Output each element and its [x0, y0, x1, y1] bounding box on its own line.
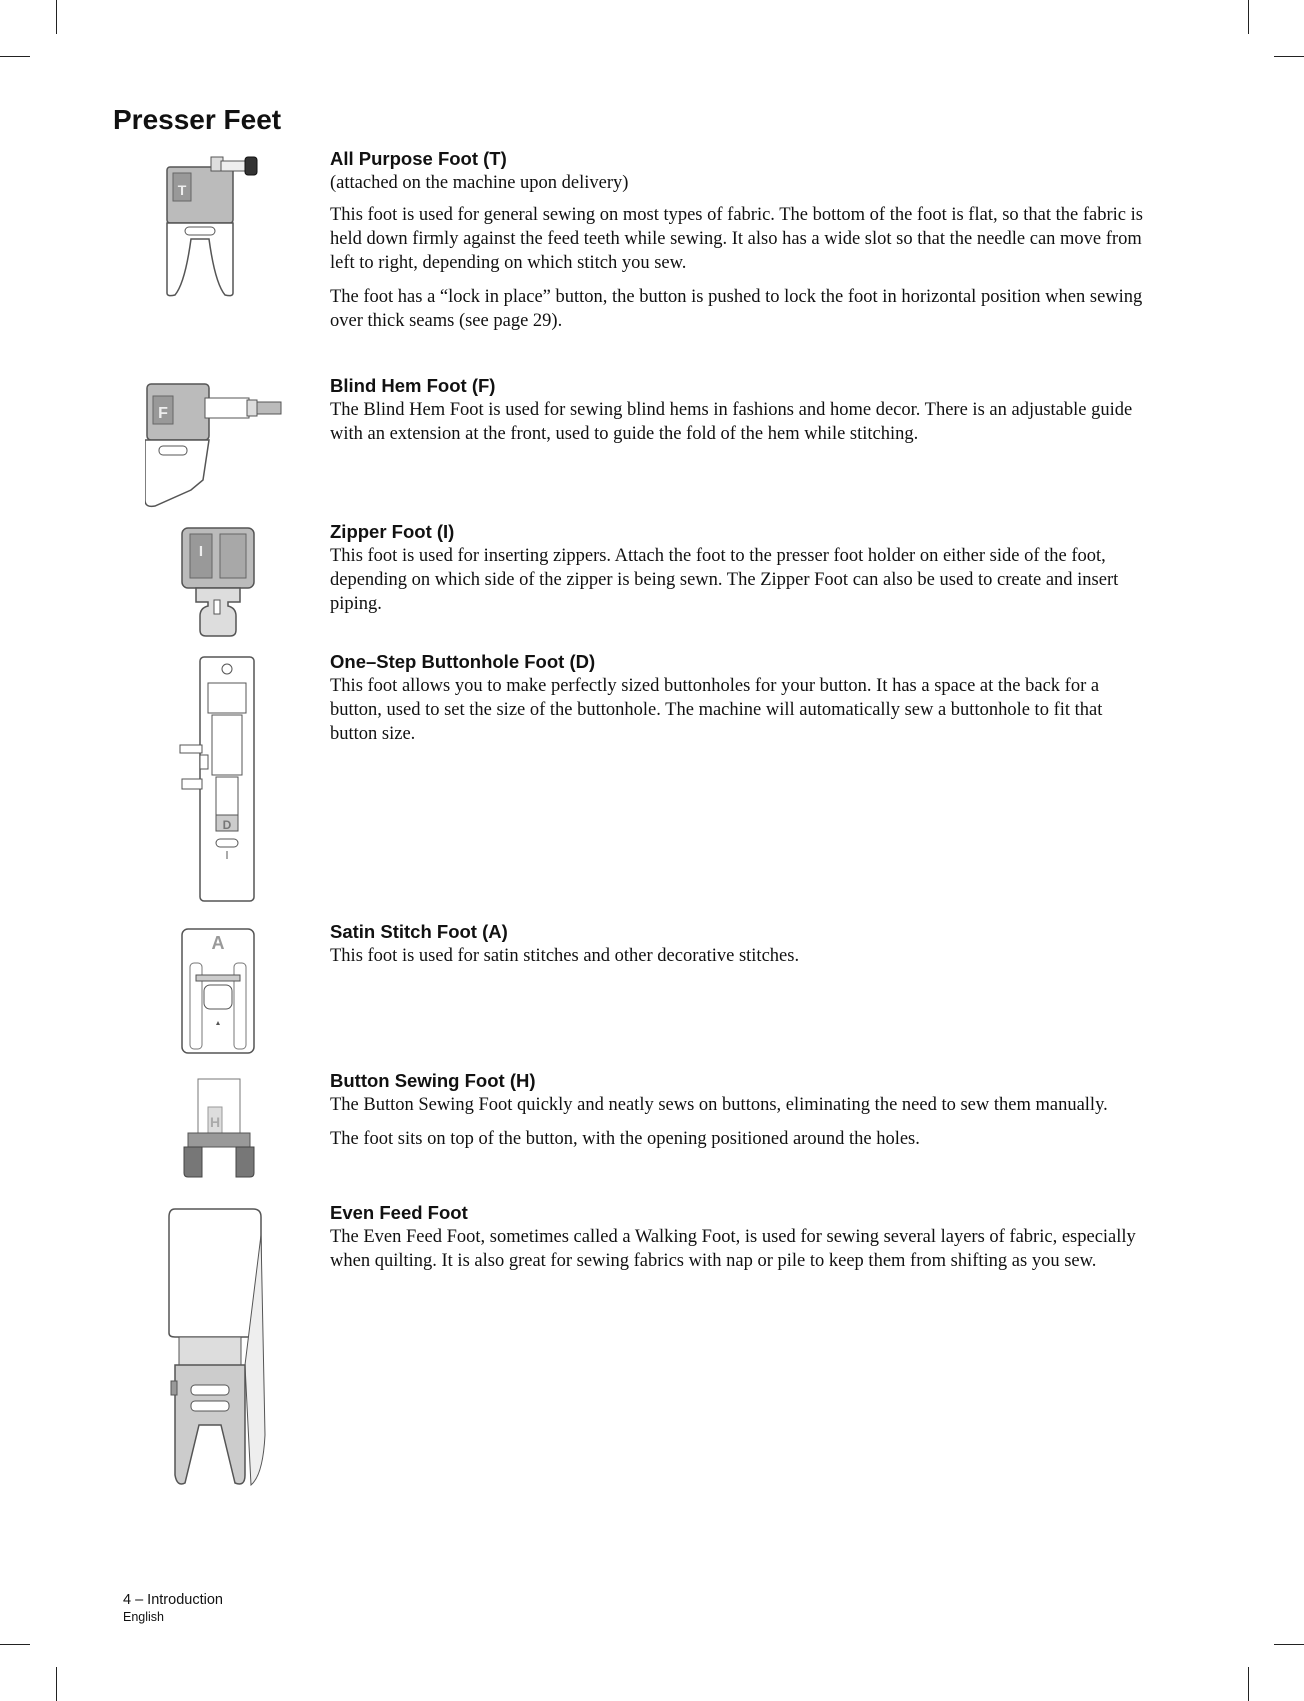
crop-mark	[0, 56, 30, 57]
section-paragraph: The Button Sewing Foot quickly and neatly sews on buttons, eliminating the need to sew them manually.	[330, 1095, 1108, 1115]
section-heading: Satin Stitch Foot (A)	[330, 921, 508, 942]
section-heading: Button Sewing Foot (H)	[330, 1070, 536, 1091]
section-heading: One–Step Buttonhole Foot (D)	[330, 651, 596, 672]
section-button-sewing-foot	[330, 1069, 1152, 1161]
page-title: Presser Feet	[113, 104, 282, 135]
crop-mark	[0, 1644, 30, 1645]
crop-mark	[1274, 1644, 1304, 1645]
foot-letter-t: T	[177, 182, 187, 198]
section-satin-stitch-foot	[330, 920, 1152, 978]
section-heading: Even Feed Foot	[330, 1202, 468, 1223]
section-heading: Zipper Foot (I)	[330, 521, 455, 542]
button-sewing-foot-illustration	[182, 1077, 256, 1179]
section-even-feed-foot	[330, 1201, 1152, 1283]
crop-mark	[56, 0, 57, 34]
all-purpose-foot-illustration	[165, 155, 271, 299]
crop-mark	[1248, 0, 1249, 34]
section-paragraph: This foot is used for general sewing on most types of fabric. The bottom of the foot is flat, so that the fabric is held down firmly against the feed teeth while sewing. It also has a wide slot so that the needle can move from left to right, depending on which stitch you sew.	[330, 205, 1143, 273]
foot-letter-f: F	[158, 405, 168, 422]
footer-language: English	[123, 1610, 164, 1624]
section-all-purpose-foot	[330, 147, 1152, 343]
page-footer	[123, 1591, 223, 1625]
crop-mark	[56, 1667, 57, 1701]
section-paragraph: This foot allows you to make perfectly sized buttonholes for your button. It has a space at the back for a button, used to set the size of the buttonhole. The machine will automatically sew a buttonhole to fit that button size.	[330, 676, 1103, 744]
zipper-foot-illustration	[180, 526, 256, 638]
section-paragraph: This foot is used for inserting zippers. Attach the foot to the presser foot holder on either side of the foot, depending on which side of the zipper is being sewn. The Zipper Foot can also be used to create and insert piping.	[330, 546, 1119, 614]
foot-letter-h: H	[209, 1114, 221, 1130]
section-heading: Blind Hem Foot (F)	[330, 375, 496, 396]
section-zipper-foot	[330, 520, 1152, 626]
section-paragraph: The Blind Hem Foot is used for sewing blind hems in fashions and home decor. There is an adjustable guide with an extension at the front, used to guide the fold of the hem while stitching.	[330, 400, 1133, 444]
crop-mark	[1248, 1667, 1249, 1701]
crop-mark	[1274, 56, 1304, 57]
foot-letter-a: A	[211, 933, 225, 953]
section-paragraph: The foot sits on top of the button, with the opening positioned around the holes.	[330, 1129, 920, 1149]
section-blind-hem-foot	[330, 374, 1152, 456]
section-paragraph: The foot has a “lock in place” button, the button is pushed to lock the foot in horizontal position when sewing over thick seams (see page 29).	[330, 287, 1143, 331]
section-buttonhole-foot	[330, 650, 1152, 756]
section-paragraph: The Even Feed Foot, sometimes called a Walking Foot, is used for sewing several layers of fabric, especially when quilting. It is also great for sewing fabrics with nap or pile to keep them from shifting as you sew.	[330, 1227, 1136, 1271]
even-feed-foot-illustration	[165, 1205, 275, 1490]
section-paragraph: This foot is used for satin stitches and other decorative stitches.	[330, 946, 800, 966]
foot-letter-d: D	[222, 818, 232, 832]
satin-stitch-foot-illustration	[180, 927, 257, 1057]
blind-hem-foot-illustration	[145, 380, 290, 510]
section-heading: All Purpose Foot (T)	[330, 148, 507, 169]
foot-letter-i: I	[198, 543, 204, 560]
buttonhole-foot-illustration	[178, 655, 258, 905]
page-number: 4 – Introduction	[123, 1592, 223, 1608]
section-subtitle: (attached on the machine upon delivery)	[330, 173, 629, 193]
